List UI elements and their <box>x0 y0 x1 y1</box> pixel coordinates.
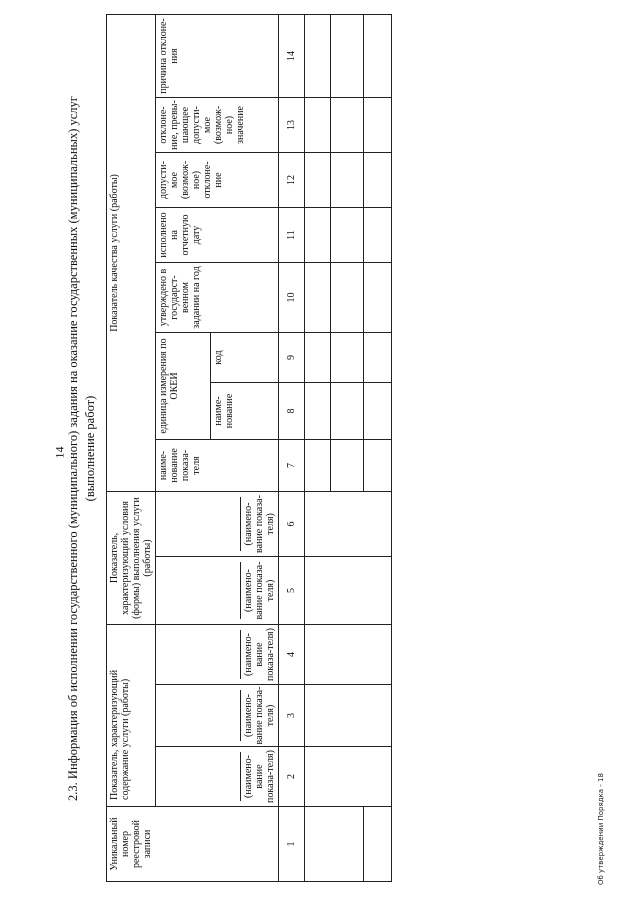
header-registry: Уникальный номер реестровой записи <box>107 807 279 882</box>
col-number: 4 <box>279 625 305 685</box>
header-exceeding-deviation: отклоне-ние, превы-шающее допусти-мое (возмож-ное) значение <box>156 97 279 152</box>
col-number: 5 <box>279 557 305 625</box>
section-title <box>65 15 99 882</box>
header-quality-group: Показатель качества услуги (работы) <box>107 14 156 491</box>
col-number: 2 <box>279 747 305 807</box>
header-content-group: Показатель, характеризующий содержание услуги (работы) <box>107 625 156 807</box>
header-reason: причина отклоне-ния <box>156 14 279 97</box>
header-content-2: (наимено-вание показа-теля) <box>156 685 279 747</box>
col-number: 12 <box>279 152 305 207</box>
header-conditions-1: (наимено-вание показа-теля) <box>156 557 279 625</box>
title-line-1: 2.3. Информация об исполнении государственного (муниципального) задания на оказание государственных (муниципальных) услуг <box>66 96 80 801</box>
col-number: 9 <box>279 332 305 382</box>
col-number: 3 <box>279 685 305 747</box>
col-number: 13 <box>279 97 305 152</box>
header-content-1: (наимено-вание показа-теля) <box>156 747 279 807</box>
header-approved: утверждено в государст-венном задании на год <box>156 262 279 332</box>
col-number: 1 <box>279 807 305 882</box>
header-okei-code: код <box>211 332 279 382</box>
page-number: 14 <box>52 446 67 459</box>
table-row <box>305 14 331 881</box>
col-number: 14 <box>279 14 305 97</box>
header-content-3: (наимено-вание показа-теля) <box>156 625 279 685</box>
execution-info-table <box>106 14 392 882</box>
col-number: 6 <box>279 491 305 556</box>
header-okei: единица измерения по ОКЕИ <box>156 332 211 439</box>
header-allowed-deviation: допусти-мое (возмож-ное) отклоне-ние <box>156 152 279 207</box>
col-number: 11 <box>279 207 305 262</box>
col-number: 10 <box>279 262 305 332</box>
rotated-page-content <box>65 15 445 882</box>
header-conditions-group: Показатель, характеризующий условия (формы) выполнения услуги (работы) <box>107 491 156 624</box>
header-conditions-2: (наимено-вание показа-теля) <box>156 491 279 556</box>
footer-note: Об утверждении Порядка - 18 <box>597 773 605 885</box>
header-okei-name: наиме-нование <box>211 382 279 439</box>
header-executed: исполнено на отчетную дату <box>156 207 279 262</box>
header-indicator-name: наиме-нование показа-теля <box>156 439 279 491</box>
col-number: 8 <box>279 382 305 439</box>
col-number: 7 <box>279 439 305 491</box>
title-line-2: (выполнение работ) <box>83 395 97 502</box>
